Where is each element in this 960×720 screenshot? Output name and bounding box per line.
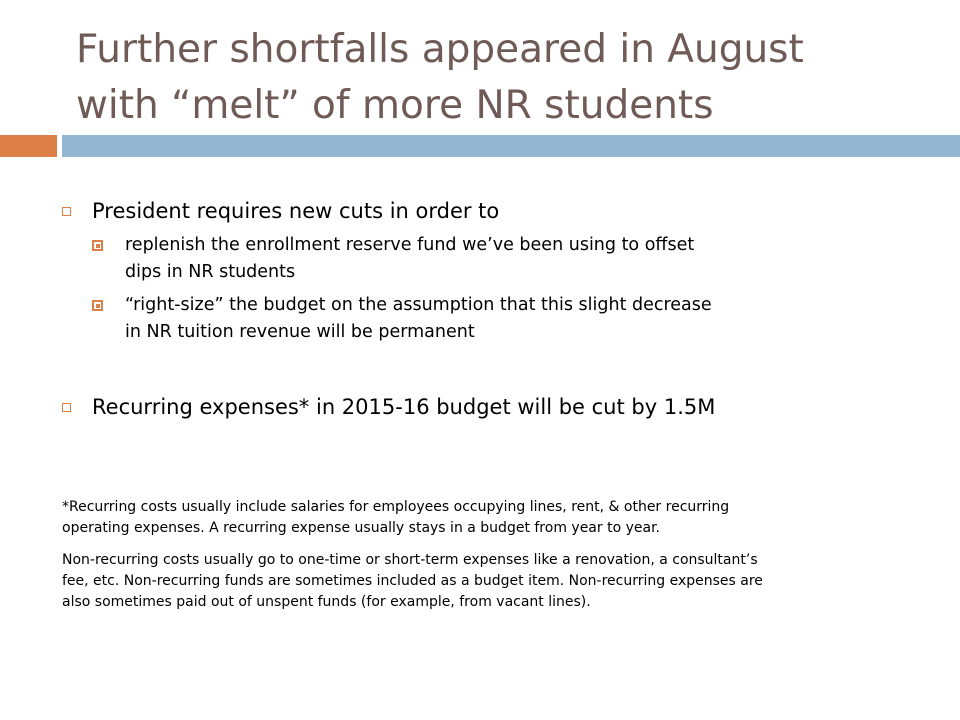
bullet-president-cuts [62, 196, 942, 226]
footnote-line: *Recurring costs usually include salaries for employees occupying lines, rent, & other recurring [62, 499, 730, 515]
square-bullet-icon [62, 207, 71, 216]
bullet-recurring-expenses [62, 392, 942, 422]
bullet-text: Recurring expenses* in 2015-16 budget will be cut by 1.5M [92, 395, 716, 419]
footnote-recurring-costs [62, 497, 942, 539]
footnote-non-recurring-costs [62, 550, 942, 613]
footnote-line: also sometimes paid out of unspent funds (for example, from vacant lines). [62, 594, 591, 610]
sub-bullet-reserve-fund [92, 232, 942, 286]
title-line-1: Further shortfalls appeared in August [76, 27, 804, 72]
sub-bullet-text-line: dips in NR students [125, 262, 296, 282]
filled-square-bullet-icon [92, 300, 103, 311]
footnote-line: fee, etc. Non-recurring funds are sometimes included as a budget item. Non-recurring expenses are [62, 573, 763, 589]
sub-bullet-right-size [92, 292, 942, 346]
footnote-line: operating expenses. A recurring expense usually stays in a budget from year to year. [62, 520, 660, 536]
accent-bar-blue [62, 135, 960, 157]
sub-bullet-text-line: replenish the enrollment reserve fund we’ve been using to offset [125, 235, 695, 255]
square-bullet-icon [62, 403, 71, 412]
filled-square-bullet-icon [92, 240, 103, 251]
accent-bar-orange [0, 135, 57, 157]
sub-bullet-text-line: “right-size” the budget on the assumption that this slight decrease [125, 295, 712, 315]
sub-bullet-text-line: in NR tuition revenue will be permanent [125, 322, 475, 342]
bullet-text: President requires new cuts in order to [92, 199, 500, 223]
title-line-2: with “melt” of more NR students [76, 83, 714, 128]
slide-title [76, 22, 936, 134]
bullet-list [62, 196, 942, 422]
footnote-line: Non-recurring costs usually go to one-time or short-term expenses like a renovation, a consultant’s [62, 552, 758, 568]
